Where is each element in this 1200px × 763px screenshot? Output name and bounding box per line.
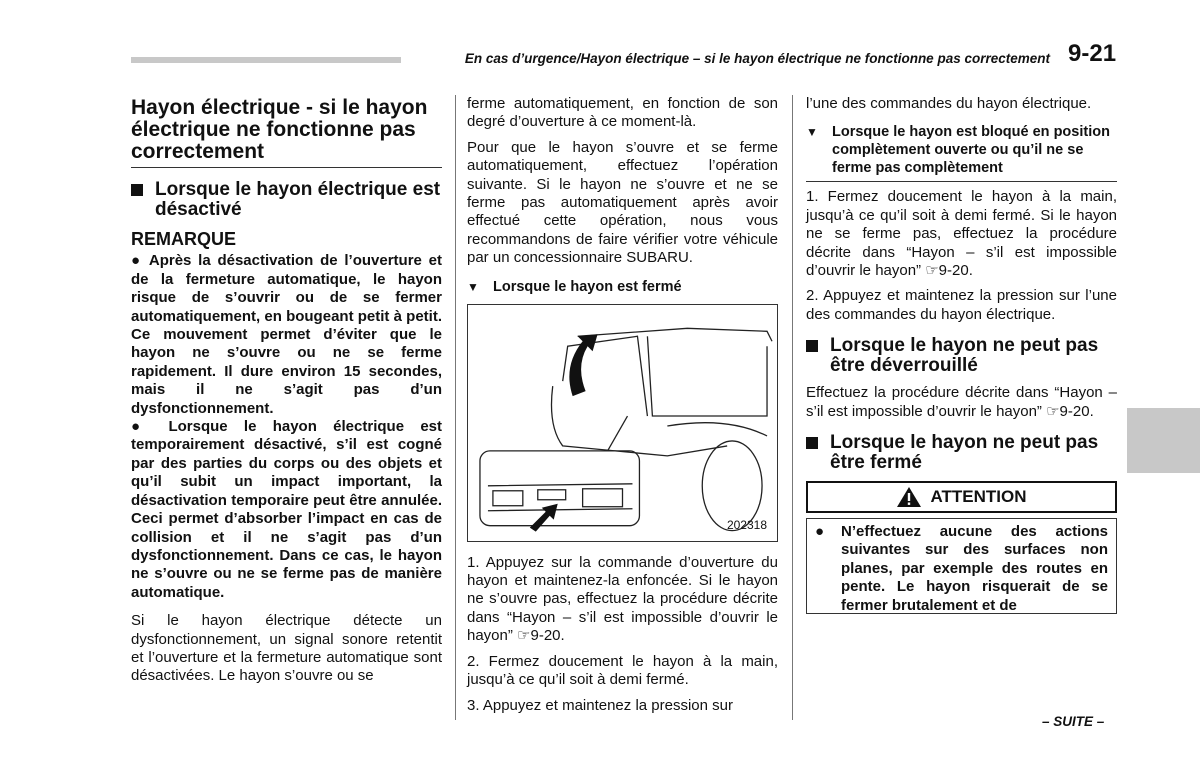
- paragraph: ferme automatiquement, en fonction de son degré d’ouverture à ce moment-là.: [467, 95, 778, 131]
- paragraph: Effectuez la procédure décrite dans “Hayon – s’il est impossible d’ouvrir le hayon” ☞9-20.: [806, 384, 1117, 420]
- warning-icon: [896, 486, 922, 508]
- tailgate-illustration: [467, 304, 778, 542]
- column-divider: [455, 95, 456, 720]
- subheading: ▼ Lorsque le hayon est bloqué en position complètement ouverte ou qu’il ne se ferme pas complètement: [806, 123, 1117, 182]
- paragraph: Si le hayon électrique détecte un dysfonctionnement, un signal sonore retentit et l’ouverture et la fermeture automatique sont désactivées. Le hayon s’ouvre ou se: [131, 612, 442, 685]
- step: 3. Appuyez et maintenez la pression sur: [467, 696, 733, 714]
- square-bullet-icon: [806, 340, 818, 352]
- step: 1. Appuyez sur la commande d’ouverture du hayon et maintenez-la enfoncée. Si le hayon ne s’ouvre pas, effectuez la procédure décrite dans “Hayon – s’il est impossible d’ouvrir le hayon” ☞9-20.: [467, 553, 778, 645]
- note-bullet: ● Lorsque le hayon électrique est temporairement désactivé, s’il est cogné par des parties du corps ou des objets et qu’il subit un impact important, la désactivation temporaire peut être annulée. Ceci permet d’absorber l’impact en cas de collision et il ne s’agit pas d’un dysfonctionnement. Dans ce cas, le hayon ne s’ouvre ou ne se ferme pas de manière automatique.: [131, 418, 442, 601]
- step: 2. Appuyez et maintenez la pression sur l’une des commandes du hayon électrique.: [806, 287, 1117, 323]
- car-rear-drawing: [468, 305, 777, 541]
- subheading: ▼ Lorsque le hayon est fermé: [467, 278, 682, 295]
- attention-banner: ATTENTION: [806, 481, 1117, 513]
- section-heading: Lorsque le hayon électrique est désactivé: [131, 180, 442, 220]
- middle-column: [467, 95, 778, 722]
- step: 1. Fermez doucement le hayon à la main, jusqu’à ce qu’il soit à demi fermé. Si le hayon ne se ferme pas, effectuez la procédure décrite dans “Hayon – s’il est impossible d’ouvrir le hayon” ☞9-20.: [806, 188, 1117, 280]
- page-number: 9-21: [1068, 40, 1117, 67]
- square-bullet-icon: [131, 184, 143, 196]
- section-heading: Lorsque le hayon ne peut pas être déverrouillé: [806, 336, 1117, 376]
- right-column: [806, 95, 1117, 614]
- note-heading: REMARQUE: [131, 229, 237, 249]
- left-column: [131, 95, 442, 693]
- triangle-down-icon: ▼: [467, 279, 479, 294]
- header-rule: [131, 57, 401, 63]
- continued-label: – SUITE –: [1042, 714, 1105, 729]
- column-divider: [792, 95, 793, 720]
- attention-body: ● N’effectuez aucune des actions suivantes sur des surfaces non planes, par exemple des routes en pente. Le hayon risquerait de se fermer brutalement et de: [806, 518, 1117, 614]
- paragraph: l’une des commandes du hayon électrique.: [806, 95, 1092, 112]
- note-bullet: ● Après la désactivation de l’ouverture et de la fermeture automatique, le hayon risque de s’ouvrir ou de se fermer automatiquement, en bougeant petit à petit. Ce mouvement permet d’éviter que le hayon ne s’ouvre ou ne se ferme rapidement. Il dure environ 15 secondes, mais il ne s’agit pas d’un dysfonctionnement.: [131, 252, 442, 417]
- triangle-down-icon: ▼: [806, 125, 818, 140]
- step: 2. Fermez doucement le hayon à la main, jusqu’à ce qu’il soit à demi fermé.: [467, 652, 778, 689]
- chapter-tab: [1127, 408, 1200, 473]
- page-title: Hayon électrique - si le hayon électrique ne fonctionne pas correctement: [131, 97, 442, 168]
- running-header: En cas d’urgence/Hayon électrique – si le hayon électrique ne fonctionne pas correctement: [464, 51, 1050, 66]
- figure-code: 202318: [726, 518, 767, 533]
- square-bullet-icon: [806, 437, 818, 449]
- section-heading: Lorsque le hayon ne peut pas être fermé: [806, 433, 1117, 473]
- paragraph: Pour que le hayon s’ouvre et se ferme automatiquement, effectuez l’opération suivante. Si le hayon ne s’ouvre et ne se ferme pas automatiquement après avoir effectué cette opération, nous vous recommandons de faire vérifier votre véhicule par un concessionnaire SUBARU.: [467, 138, 778, 267]
- bullet-icon: ●: [815, 523, 825, 541]
